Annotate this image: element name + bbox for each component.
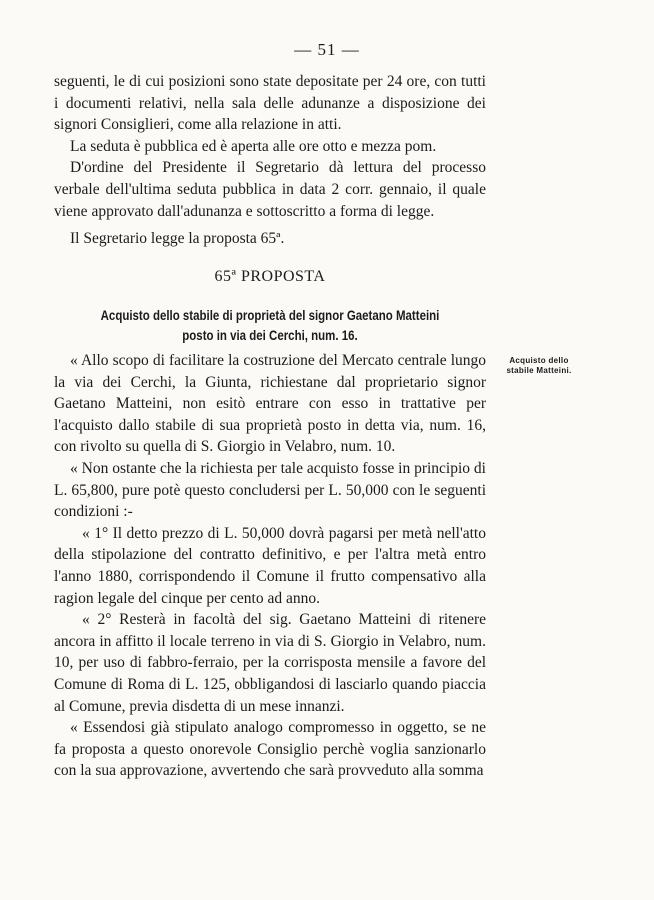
marginal-note-line-1: Acquisto dello	[509, 356, 569, 365]
body-paragraph-5: « Essendosi già stipulato analogo compromesso in oggetto, se ne fa proposta a questo onorevole Consiglio perchè voglia sanzionarlo con la sua approvazione, avvertendo che sarà provveduto alla somma	[54, 719, 486, 780]
marginal-note	[494, 356, 584, 376]
body-paragraph-2: « Non ostante che la richiesta per tale acquisto fosse in principio di L. 65,800, pure potè questo concludersi per L. 50,000 con le seguenti condizioni :-	[54, 459, 486, 521]
reading-line: Il Segretario legge la proposta 65ª.	[70, 230, 285, 247]
body-paragraph-4: « 2° Resterà in facoltà del sig. Gaetano Matteini di ritenere ancora in affitto il locale terreno in via di S. Giorgio in Velabro, num. 10, per uso di fabbro-ferraio, per la corrisposta mensile a favore del Comune di Roma di L. 125, obbligandosi di lasciarlo quando piaccia al Comune, previa disdetta di un mese innanzi.	[54, 611, 486, 715]
proposal-title-line-1: Acquisto dello stabile di proprietà del signor Gaetano Matteini	[100, 307, 440, 323]
page-number: — 51 —	[294, 40, 360, 59]
body-paragraph-3: « 1° Il detto prezzo di L. 50,000 dovrà pagarsi per metà nell'atto della stipolazione del contratto definitivo, e per l'altra metà entro l'anno 1880, corrispondendo il Comune il frutto compensativo alla ragion legale del cinque per cento ad anno.	[54, 524, 486, 607]
proposal-title-line-2: posto in via dei Cerchi, num. 16.	[182, 327, 358, 343]
intro-section	[54, 71, 486, 222]
proposal-number-heading: 65ª PROPOSTA	[214, 268, 326, 285]
intro-paragraph-3: D'ordine del Presidente il Segretario dà lettura del processo verbale dell'ultima seduta pubblica in data 2 corr. gennaio, il quale viene approvato dall'adunanza e sottoscritto a forma di legge.	[54, 159, 486, 220]
marginal-note-line-2: stabile Matteini.	[506, 366, 572, 375]
proposal-body	[54, 350, 486, 782]
body-paragraph-1: « Allo scopo di facilitare la costruzione del Mercato centrale lungo la via dei Cerchi, la Giunta, richiestane dal proprietario signor Gaetano Matteini, non esitò entrare con esso in trattative per l'acquisto dallo stabile di sua proprietà posto in detta via, num. 16, con rivolto su quella di S. Giorgio in Velabro, num. 10.	[54, 352, 486, 456]
intro-paragraph-1: seguenti, le di cui posizioni sono state depositate per 24 ore, con tutti i documenti relativi, nella sala delle adunanze a disposizione dei signori Consiglieri, come alla relazione in atti.	[54, 73, 486, 134]
intro-paragraph-2: La seduta è pubblica ed è aperta alle ore otto e mezza pom.	[70, 137, 437, 155]
proposal-title	[93, 305, 447, 345]
reading-section	[54, 228, 486, 250]
